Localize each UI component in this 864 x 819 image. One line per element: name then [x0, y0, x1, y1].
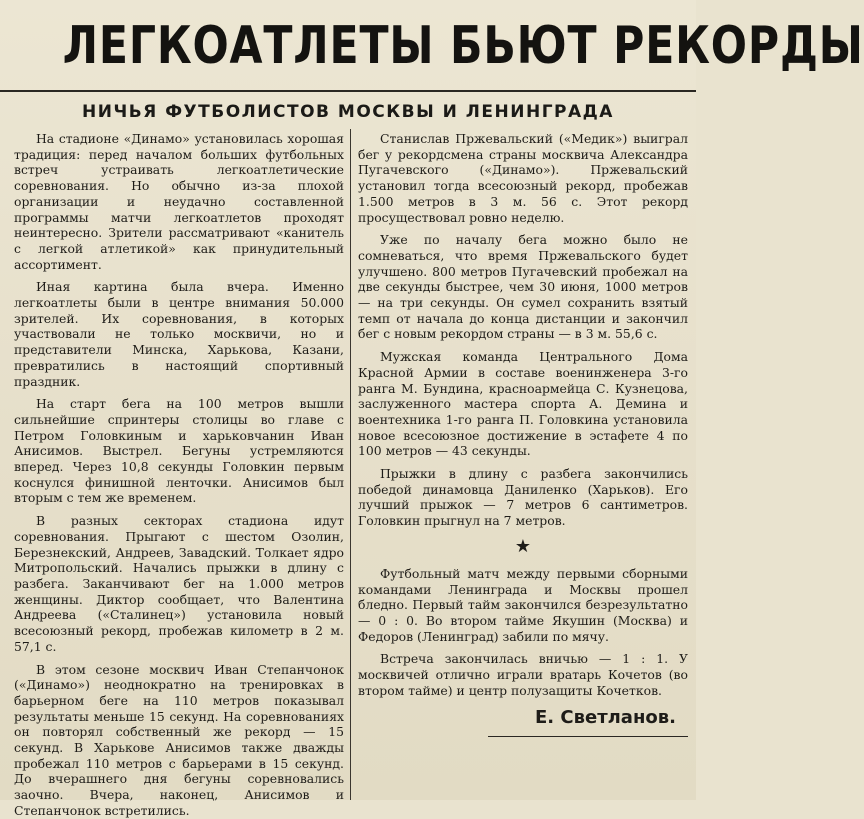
football-paragraph: Футбольный матч между первыми сборными командами Ленинграда и Москвы прошел бледно. Первый тайм закончился безрезультатно — 0 : 0. Во втором тайме Якушин (Москва) и Федоров (Ленинград) забили по мячу.	[358, 565, 688, 644]
paragraph: Иная картина была вчера. Именно легкоатлеты были в центре внимания 50.000 зрителей. Их соревнования, в которых участвовали не только москвичи, но и представители Минска, Харькова, Казани, превратились в настоящий спортивный праздник.	[14, 279, 344, 389]
paragraph: Мужская команда Центрального Дома Красной Армии в составе военинженера 3-го ранга М. Бундина, красноармейца С. Кузнецова, заслуженного мастера спорта А. Демина и воентехника 1-го ранга П. Головкина установила новое всесоюзное достижение в эстафете 4 по 100 метров — 43 секунды.	[358, 349, 688, 459]
football-paragraph: Встреча закончилась вничью — 1 : 1. У москвичей отлично играли вратарь Кочетов (во втором тайме) и центр полузащиты Кочетков.	[358, 651, 688, 698]
headline-rule	[0, 90, 696, 92]
paragraph: На старт бега на 100 метров вышли сильнейшие спринтеры столицы во главе с Петром Головкиным и харьковчанин Иван Анисимов. Выстрел. Бегуны устремляются вперед. Через 10,8 секунды Головкин первым коснулся финишной ленточки. Анисимов был вторым с тем же временем.	[14, 396, 344, 506]
column-divider	[350, 129, 351, 800]
paragraph: Станислав Пржевальский («Медик») выиграл бег у рекордсмена страны москвича Александра Пугачевского («Динамо»). Пржевальский установил тогда всесоюзный рекорд, пробежав 1.500 метров в 3 м. 56 с. Этот рекорд просуществовал ровно неделю.	[358, 131, 688, 225]
paragraph: В этом сезоне москвич Иван Степанчонок («Динамо») неоднократно на тренировках в барьерном беге на 110 метров показывал результаты меньше 15 секунд. На соревнованиях он повторял собственный же рекорд — 15 секунд. В Харькове Анисимов также дважды пробежал 110 метров с барьерами в 15 секунд. До вчерашнего дня бегуны соревновались заочно. Вчера, наконец, Анисимов и Степанчонок встретились.	[14, 661, 344, 818]
paragraph: На стадионе «Динамо» установилась хорошая традиция: перед началом больших футбольных встреч устраивать легкоатлетические соревнования. Но обычно из-за плохой организации и неудачно составленной программы матчи легкоатлетов проходят неинтересно. Зрители рассматривают «канитель с легкой атлетикой» как принудительный ассортимент.	[14, 131, 344, 272]
star-separator-icon: ★	[514, 535, 532, 557]
paragraph: Прыжки в длину с разбега закончились победой динамовца Даниленко (Харьков). Его лучший прыжок — 7 метров 6 сантиметров. Головкин прыгнул на 7 метров.	[358, 466, 688, 529]
paragraph: Уже по началу бега можно было не сомневаться, что время Пржевальского будет улучшено. 800 метров Пугачевский пробежал на две секунды быстрее, чем 30 июня, 1000 метров — на три секунды. Он сумел сохранить взятый темп от начала до конца дистанции и закончил бег с новым рекордом страны — в 3 м. 55,6 с.	[358, 232, 688, 342]
author-signature: Е. Светланов.	[534, 706, 676, 728]
left-column	[14, 131, 344, 818]
right-column	[358, 131, 688, 800]
signature-rule	[488, 736, 688, 737]
headline: ЛЕГКОАТЛЕТЫ БЬЮТ РЕКОРДЫ	[62, 16, 864, 76]
paragraph: В разных секторах стадиона идут соревнования. Прыгают с шестом Озолин, Березнекский, Андреев, Завадский. Толкает ядро Митропольский. Начались прыжки в длину с разбега. Заканчивают бег на 1.000 метров женщины. Диктор сообщает, что Валентина Андреева («Сталинец») установила новый всесоюзный рекорд, пробежав километр в 2 м. 57,1 с.	[14, 513, 344, 654]
subheadline: НИЧЬЯ ФУТБОЛИСТОВ МОСКВЫ И ЛЕНИНГРАДА	[82, 102, 614, 122]
